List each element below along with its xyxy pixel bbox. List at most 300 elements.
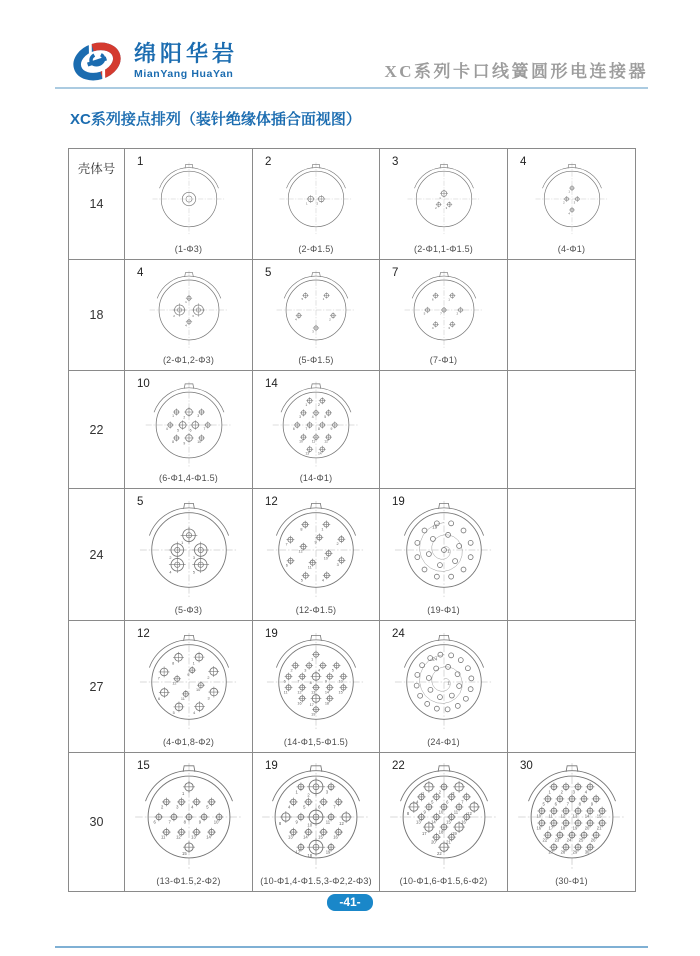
connector-diagram (271, 380, 361, 470)
svg-text:11: 11 (325, 819, 331, 825)
pin-spec-caption: (5-Φ3) (174, 605, 203, 615)
logo-swoosh-icon (68, 37, 126, 86)
svg-text:4: 4 (317, 667, 321, 672)
connector-diagram (393, 499, 495, 601)
connector-diagram (260, 761, 372, 873)
svg-text:10: 10 (195, 687, 200, 692)
svg-text:21: 21 (596, 825, 601, 831)
svg-text:2: 2 (438, 789, 441, 795)
diagram-wrap (253, 260, 379, 370)
svg-text:10: 10 (535, 813, 541, 819)
svg-text:27: 27 (548, 849, 553, 855)
svg-text:11: 11 (307, 564, 312, 569)
svg-text:6: 6 (292, 426, 295, 431)
svg-text:1: 1 (305, 402, 308, 407)
pin-count-label: 15 (137, 760, 150, 772)
svg-text:15: 15 (596, 813, 601, 819)
pin-count-label: 12 (265, 496, 278, 508)
svg-text:6: 6 (445, 799, 448, 805)
shell-number: 24 (89, 547, 104, 562)
shell-number-cell (69, 260, 125, 371)
pin-count-label: 12 (137, 628, 150, 640)
pin-count-label: 2 (265, 156, 272, 168)
pin-count-label: 7 (392, 267, 399, 279)
connector-cell (508, 753, 636, 892)
svg-text:3: 3 (299, 414, 301, 419)
svg-text:3: 3 (207, 695, 210, 700)
pin-spec-caption: (19-Φ1) (427, 605, 460, 615)
table-row (69, 260, 636, 371)
svg-text:7: 7 (157, 675, 160, 680)
svg-text:12: 12 (175, 834, 181, 840)
svg-text:2: 2 (172, 314, 175, 319)
svg-text:14: 14 (324, 689, 330, 694)
pin-count-label: 10 (137, 378, 150, 390)
svg-text:2: 2 (560, 789, 563, 795)
diagram-wrap (380, 621, 507, 752)
connector-cell (253, 260, 380, 371)
svg-text:2: 2 (456, 311, 458, 316)
connector-cell (380, 489, 508, 621)
svg-text:6: 6 (318, 804, 321, 810)
svg-text:3: 3 (175, 804, 178, 810)
svg-text:18: 18 (438, 829, 443, 835)
pin-count-label: 4 (520, 156, 527, 168)
svg-text:4: 4 (567, 211, 570, 216)
diagram-wrap (253, 149, 379, 259)
svg-text:12: 12 (297, 689, 302, 694)
svg-text:8: 8 (309, 680, 312, 685)
svg-text:9: 9 (324, 678, 327, 683)
svg-text:1: 1 (446, 679, 450, 685)
empty-cell (508, 621, 636, 753)
connector-cell (125, 149, 253, 260)
pin-spec-caption: (30-Φ1) (555, 876, 588, 886)
empty-cell (508, 371, 636, 489)
svg-text:16: 16 (535, 825, 541, 831)
svg-text:12: 12 (466, 811, 472, 817)
diagram-wrap (253, 489, 379, 620)
pin-spec-caption: (7-Φ1) (429, 355, 458, 365)
svg-text:1: 1 (184, 299, 187, 304)
svg-text:7: 7 (297, 678, 300, 683)
svg-text:13: 13 (415, 819, 421, 825)
svg-text:4: 4 (311, 414, 314, 419)
svg-text:9: 9 (186, 672, 189, 677)
connector-cell (253, 149, 380, 260)
svg-text:7: 7 (168, 819, 171, 825)
svg-text:7: 7 (333, 804, 336, 810)
diagram-wrap (380, 489, 507, 620)
svg-text:1: 1 (181, 790, 184, 796)
pin-spec-caption: (10-Φ1,4-Φ1.5,3-Φ2,2-Φ3) (260, 876, 372, 886)
connector-cell (253, 621, 380, 753)
svg-text:3: 3 (573, 200, 575, 205)
svg-text:30: 30 (584, 849, 589, 855)
svg-text:3: 3 (445, 205, 447, 210)
svg-text:21: 21 (445, 839, 451, 845)
logo-text (134, 43, 238, 80)
pin-count-label: 5 (137, 496, 144, 508)
svg-text:3: 3 (304, 667, 307, 672)
svg-text:1: 1 (421, 790, 424, 796)
shell-number-cell (69, 753, 125, 892)
logo-text-cn: 绵阳华岩 (134, 41, 239, 67)
svg-text:20: 20 (584, 825, 589, 831)
svg-text:1: 1 (180, 540, 183, 545)
pin-spec-caption: (13-Φ1.5,2-Φ2) (156, 876, 221, 886)
table-row (69, 753, 636, 892)
header-divider (55, 87, 648, 89)
table-row (69, 149, 636, 260)
svg-text:2: 2 (206, 675, 209, 680)
svg-text:18: 18 (560, 825, 565, 831)
svg-text:19: 19 (325, 849, 331, 855)
empty-cell (508, 260, 636, 371)
svg-text:14: 14 (584, 813, 589, 819)
svg-text:15: 15 (445, 819, 451, 825)
svg-text:5: 5 (205, 804, 209, 810)
svg-text:9: 9 (182, 440, 185, 445)
pin-spec-caption: (14-Φ1,5-Φ1.5) (283, 737, 349, 747)
pin-count-label: 19 (265, 760, 278, 772)
pin-spec-caption: (24-Φ1) (427, 737, 460, 747)
connector-cell (125, 371, 253, 489)
table-row (69, 371, 636, 489)
svg-text:9: 9 (198, 819, 201, 825)
svg-text:15: 15 (338, 689, 343, 694)
pin-spec-caption: (5-Φ1.5) (298, 355, 334, 365)
diagram-wrap (380, 260, 507, 370)
pin-spec-caption: (12-Φ1.5) (295, 605, 337, 615)
connector-cell (125, 753, 253, 892)
svg-text:4: 4 (184, 323, 187, 328)
svg-text:12: 12 (324, 438, 328, 443)
shell-number-cell (69, 489, 125, 621)
svg-text:1: 1 (305, 201, 308, 206)
svg-text:3: 3 (572, 789, 575, 795)
svg-text:1: 1 (171, 413, 174, 418)
svg-text:5: 5 (430, 799, 433, 805)
svg-text:2: 2 (336, 541, 339, 546)
svg-text:20: 20 (430, 839, 436, 845)
connector-diagram (275, 269, 357, 351)
svg-text:10: 10 (438, 809, 443, 815)
svg-text:17: 17 (421, 831, 427, 837)
svg-text:17: 17 (295, 849, 301, 855)
svg-text:19: 19 (311, 711, 316, 716)
svg-text:13: 13 (288, 834, 293, 840)
svg-text:4: 4 (165, 426, 168, 431)
svg-text:16: 16 (460, 819, 466, 825)
pin-count-label: 4 (137, 267, 144, 279)
svg-text:17: 17 (548, 825, 553, 831)
connector-diagram (138, 499, 240, 601)
connector-cell (125, 489, 253, 621)
svg-text:10: 10 (299, 438, 303, 443)
svg-text:16: 16 (333, 834, 338, 840)
svg-text:13: 13 (190, 834, 196, 840)
pin-count-label: 1 (137, 156, 144, 168)
connector-cell (253, 753, 380, 892)
pin-count-label: 3 (392, 156, 399, 168)
svg-text:1: 1 (438, 196, 441, 200)
svg-text:9: 9 (423, 809, 426, 815)
svg-text:11: 11 (548, 813, 553, 819)
svg-text:5: 5 (301, 297, 304, 302)
svg-text:4: 4 (168, 570, 172, 575)
svg-text:8: 8 (171, 439, 174, 444)
svg-text:10: 10 (196, 439, 201, 444)
svg-text:10: 10 (338, 678, 343, 683)
svg-text:8: 8 (171, 661, 174, 666)
svg-text:4: 4 (288, 804, 291, 810)
svg-text:19: 19 (431, 523, 437, 529)
connector-diagram (151, 161, 227, 237)
svg-text:3: 3 (447, 326, 450, 331)
svg-text:5: 5 (172, 710, 175, 715)
shell-number: 14 (89, 197, 104, 211)
connector-diagram (406, 161, 482, 237)
svg-text:8: 8 (406, 811, 409, 817)
connector-cell (380, 149, 508, 260)
pin-spec-caption: (2-Φ1,2-Φ3) (162, 355, 215, 365)
svg-text:7: 7 (460, 799, 464, 805)
svg-text:5: 5 (324, 414, 327, 419)
svg-text:28: 28 (560, 849, 565, 855)
company-logo (68, 37, 238, 86)
svg-text:4: 4 (190, 804, 193, 810)
pin-spec-caption: (1-Φ3) (174, 244, 203, 254)
connector-diagram (393, 631, 495, 733)
svg-text:5: 5 (176, 427, 179, 432)
svg-text:11: 11 (160, 834, 165, 840)
svg-text:6: 6 (152, 819, 156, 825)
svg-text:9: 9 (330, 426, 333, 431)
svg-text:2: 2 (316, 201, 319, 206)
empty-cell (508, 489, 636, 621)
svg-text:11: 11 (180, 696, 185, 701)
connector-diagram (144, 380, 234, 470)
svg-text:19: 19 (572, 825, 577, 831)
connector-cell (125, 621, 253, 753)
svg-text:25: 25 (578, 837, 583, 843)
shell-number: 27 (89, 679, 104, 694)
contact-arrangement-table-wrap (68, 148, 636, 892)
pin-spec-caption: (14-Φ1) (299, 473, 333, 483)
connector-cell (380, 621, 508, 753)
pin-spec-caption: (4-Φ1,8-Φ2) (162, 737, 215, 747)
diagram-wrap (253, 753, 379, 891)
shell-number-cell (69, 149, 125, 260)
pin-count-label: 22 (392, 760, 405, 772)
connector-diagram (265, 631, 367, 733)
connector-cell (125, 260, 253, 371)
svg-text:10: 10 (213, 819, 218, 825)
diagram-wrap (253, 621, 379, 752)
svg-text:5: 5 (300, 577, 303, 582)
svg-text:6: 6 (285, 563, 288, 568)
contact-arrangement-table (68, 148, 636, 892)
shell-header-label: 壳体号 (77, 162, 116, 176)
empty-cell (380, 371, 508, 489)
svg-text:19: 19 (451, 831, 457, 837)
shell-number-cell (69, 371, 125, 489)
svg-text:7: 7 (285, 542, 288, 547)
svg-text:12: 12 (339, 821, 344, 827)
document-title: XC系列卡口线簧圆形电连接器 (384, 62, 648, 81)
svg-text:2: 2 (329, 317, 331, 322)
svg-text:8: 8 (300, 526, 303, 531)
pin-spec-caption: (2-Φ1.5) (298, 244, 334, 254)
connector-cell (380, 753, 508, 892)
svg-text:14: 14 (317, 450, 322, 455)
svg-text:24: 24 (431, 655, 437, 661)
diagram-wrap (125, 260, 252, 370)
svg-text:2: 2 (434, 205, 437, 210)
svg-text:5: 5 (331, 667, 334, 672)
svg-text:29: 29 (572, 849, 577, 855)
svg-text:26: 26 (590, 837, 595, 843)
svg-text:1: 1 (446, 547, 450, 553)
svg-text:1: 1 (311, 656, 314, 661)
page-header (68, 30, 648, 86)
svg-text:1: 1 (321, 526, 324, 531)
svg-text:3: 3 (191, 314, 194, 319)
diagram-wrap (508, 149, 635, 259)
svg-text:9: 9 (314, 539, 317, 544)
shell-number-cell (69, 621, 125, 753)
svg-text:5: 5 (192, 570, 195, 575)
shell-number: 22 (89, 422, 104, 437)
table-row (69, 621, 636, 753)
svg-text:3: 3 (325, 789, 329, 795)
svg-text:17: 17 (309, 702, 314, 707)
svg-text:22: 22 (436, 851, 442, 857)
section-title: XC系列接点排列（装针绝缘体插合面视图） (70, 111, 361, 128)
svg-text:6: 6 (157, 696, 160, 701)
connector-diagram (278, 161, 354, 237)
svg-text:22: 22 (541, 837, 547, 843)
svg-text:9: 9 (295, 819, 298, 825)
svg-text:2: 2 (307, 792, 310, 798)
svg-text:16: 16 (297, 700, 302, 705)
contact-table-body (69, 149, 636, 892)
svg-text:8: 8 (317, 426, 320, 431)
svg-text:4: 4 (321, 577, 324, 582)
svg-text:1: 1 (548, 789, 551, 795)
pin-count-label: 5 (265, 267, 272, 279)
svg-text:8: 8 (278, 821, 282, 827)
shell-number: 18 (89, 308, 104, 322)
svg-text:11: 11 (453, 809, 458, 815)
connector-diagram (148, 269, 230, 351)
diagram-wrap (380, 149, 507, 259)
svg-text:10: 10 (323, 555, 328, 560)
connector-diagram (388, 761, 500, 873)
pin-spec-caption: (10-Φ1,6-Φ1.5,6-Φ2) (399, 876, 488, 886)
svg-text:4: 4 (584, 789, 587, 795)
connector-diagram (138, 631, 240, 733)
diagram-wrap (125, 489, 252, 620)
svg-text:2: 2 (182, 415, 185, 420)
pin-count-label: 19 (392, 496, 405, 508)
svg-text:14: 14 (205, 834, 211, 840)
svg-text:3: 3 (451, 790, 454, 796)
svg-text:15: 15 (318, 834, 323, 840)
svg-text:6: 6 (554, 801, 557, 807)
svg-text:12: 12 (298, 549, 303, 554)
pin-spec-caption: (2-Φ1,1-Φ1.5) (414, 244, 473, 254)
svg-text:13: 13 (572, 813, 577, 819)
svg-text:5: 5 (423, 311, 425, 316)
svg-text:1: 1 (567, 189, 570, 194)
pin-spec-caption: (6-Φ1,4-Φ1.5) (159, 473, 218, 483)
svg-text:4: 4 (192, 710, 195, 715)
svg-text:6: 6 (283, 678, 286, 683)
svg-text:7: 7 (305, 426, 308, 431)
connector-cell (253, 489, 380, 621)
svg-text:2: 2 (562, 200, 565, 205)
pin-count-label: 30 (520, 760, 533, 772)
svg-text:1: 1 (295, 789, 298, 795)
svg-text:13: 13 (311, 689, 316, 694)
svg-text:23: 23 (554, 837, 559, 843)
diagram-wrap (125, 753, 252, 891)
svg-text:3: 3 (192, 555, 195, 560)
svg-text:14: 14 (303, 834, 308, 840)
svg-text:7: 7 (202, 426, 205, 431)
svg-text:3: 3 (336, 562, 339, 567)
pin-count-label: 14 (265, 378, 278, 390)
connector-cell (253, 371, 380, 489)
svg-text:1: 1 (322, 297, 325, 302)
svg-text:1: 1 (192, 660, 195, 665)
svg-text:2: 2 (317, 402, 320, 407)
footer-divider (55, 946, 648, 948)
svg-text:2: 2 (290, 667, 293, 672)
svg-text:1: 1 (447, 297, 450, 302)
diagram-wrap (125, 621, 252, 752)
svg-text:3: 3 (196, 413, 199, 418)
svg-text:6: 6 (431, 297, 434, 302)
diagram-wrap (125, 149, 252, 259)
logo-text-en: MianYang HuaYan (134, 68, 234, 81)
svg-text:12: 12 (171, 681, 176, 686)
svg-text:18: 18 (307, 852, 313, 858)
diagram-wrap (508, 753, 635, 891)
pin-count-label: 19 (265, 628, 278, 640)
svg-text:3: 3 (312, 329, 314, 334)
svg-text:7: 7 (566, 801, 569, 807)
svg-text:10: 10 (307, 822, 313, 828)
svg-text:6: 6 (189, 427, 192, 432)
svg-text:2: 2 (160, 804, 163, 810)
svg-text:13: 13 (305, 450, 310, 455)
connector-diagram (265, 499, 367, 601)
connector-diagram (516, 761, 628, 873)
diagram-wrap (380, 753, 507, 891)
pin-spec-caption: (4-Φ1) (557, 244, 586, 254)
svg-text:5: 5 (303, 804, 306, 810)
svg-text:7: 7 (439, 311, 442, 316)
svg-text:18: 18 (324, 700, 330, 705)
connector-diagram (534, 161, 610, 237)
svg-text:8: 8 (183, 819, 186, 825)
pin-count-label: 24 (392, 628, 405, 640)
svg-text:2: 2 (168, 555, 172, 560)
connector-cell (380, 260, 508, 371)
